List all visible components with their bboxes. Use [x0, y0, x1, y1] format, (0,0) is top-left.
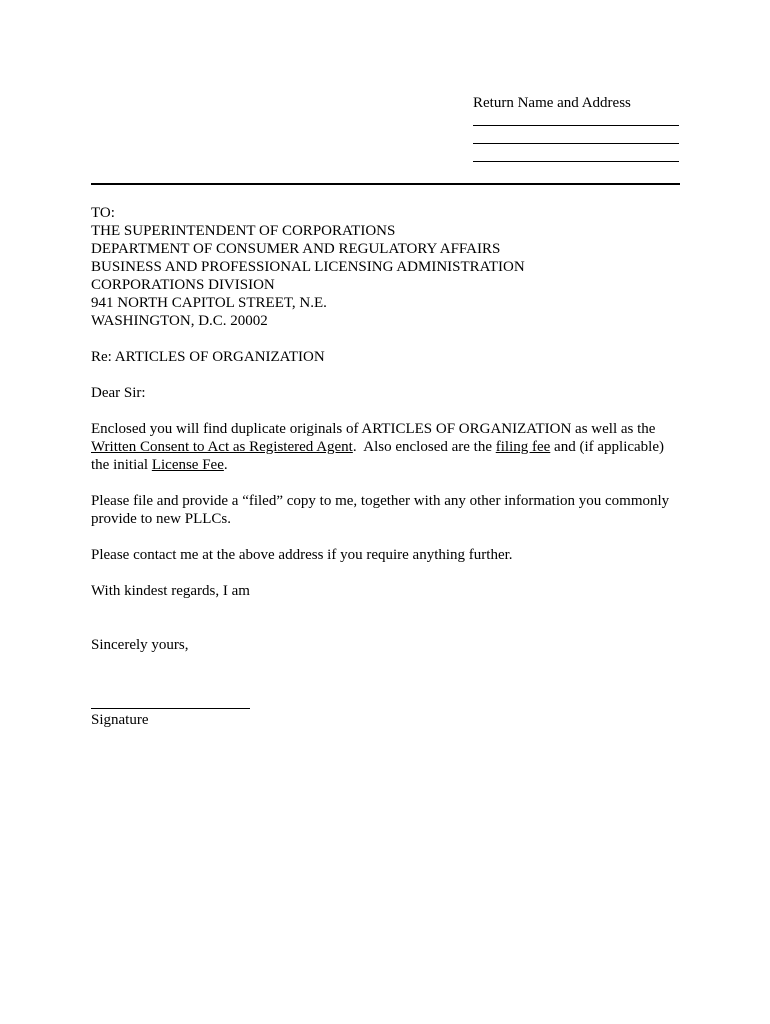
- addressee-line-3: BUSINESS AND PROFESSIONAL LICENSING ADMINISTRATION: [91, 259, 525, 275]
- addressee-line-4: CORPORATIONS DIVISION: [91, 277, 275, 293]
- paragraph1-mid-text-2: and (if applicable): [550, 439, 664, 455]
- to-label: TO:: [91, 205, 115, 221]
- closing: Sincerely yours,: [91, 637, 189, 653]
- closing-regards: With kindest regards, I am: [91, 583, 250, 599]
- return-address-block: [473, 94, 679, 162]
- addressee-line-6: WASHINGTON, D.C. 20002: [91, 313, 268, 329]
- paragraph1-line1: Enclosed you will find duplicate originals of ARTICLES OF ORGANIZATION as well as the: [91, 421, 656, 437]
- paragraph3: Please contact me at the above address if you require anything further.: [91, 547, 513, 563]
- return-address-blank-line-2[interactable]: [473, 143, 679, 144]
- signature-label: Signature: [91, 712, 149, 728]
- filing-fee-link[interactable]: filing fee: [495, 439, 551, 455]
- registered-agent-consent-link[interactable]: Written Consent to Act as Registered Agent: [91, 439, 353, 455]
- salutation: Dear Sir:: [91, 385, 146, 401]
- re-line: Re: ARTICLES OF ORGANIZATION: [91, 349, 325, 365]
- paragraph2-line2: provide to new PLLCs.: [91, 511, 231, 527]
- addressee-line-1: THE SUPERINTENDENT OF CORPORATIONS: [91, 223, 396, 239]
- paragraph2-line1: Please file and provide a “filed” copy to me, together with any other information you commonly: [91, 493, 670, 509]
- return-address-label: Return Name and Address: [473, 95, 631, 111]
- return-address-blank-line-3[interactable]: [473, 161, 679, 162]
- paragraph1-line3-prefix: the initial: [91, 457, 152, 473]
- letter-body: [91, 204, 691, 729]
- header-divider: [91, 183, 680, 185]
- signature-line[interactable]: [91, 708, 250, 709]
- paragraph1-mid-text-1: . Also enclosed are the: [352, 439, 496, 455]
- paragraph1-line3-suffix: .: [223, 457, 228, 473]
- return-address-blank-line-1[interactable]: [473, 125, 679, 126]
- addressee-line-2: DEPARTMENT OF CONSUMER AND REGULATORY AFFAIRS: [91, 241, 501, 257]
- addressee-line-5: 941 NORTH CAPITOL STREET, N.E.: [91, 295, 327, 311]
- license-fee-link[interactable]: License Fee: [151, 457, 224, 473]
- paragraph1-line2: [91, 438, 691, 456]
- paragraph1-line3: [91, 456, 691, 474]
